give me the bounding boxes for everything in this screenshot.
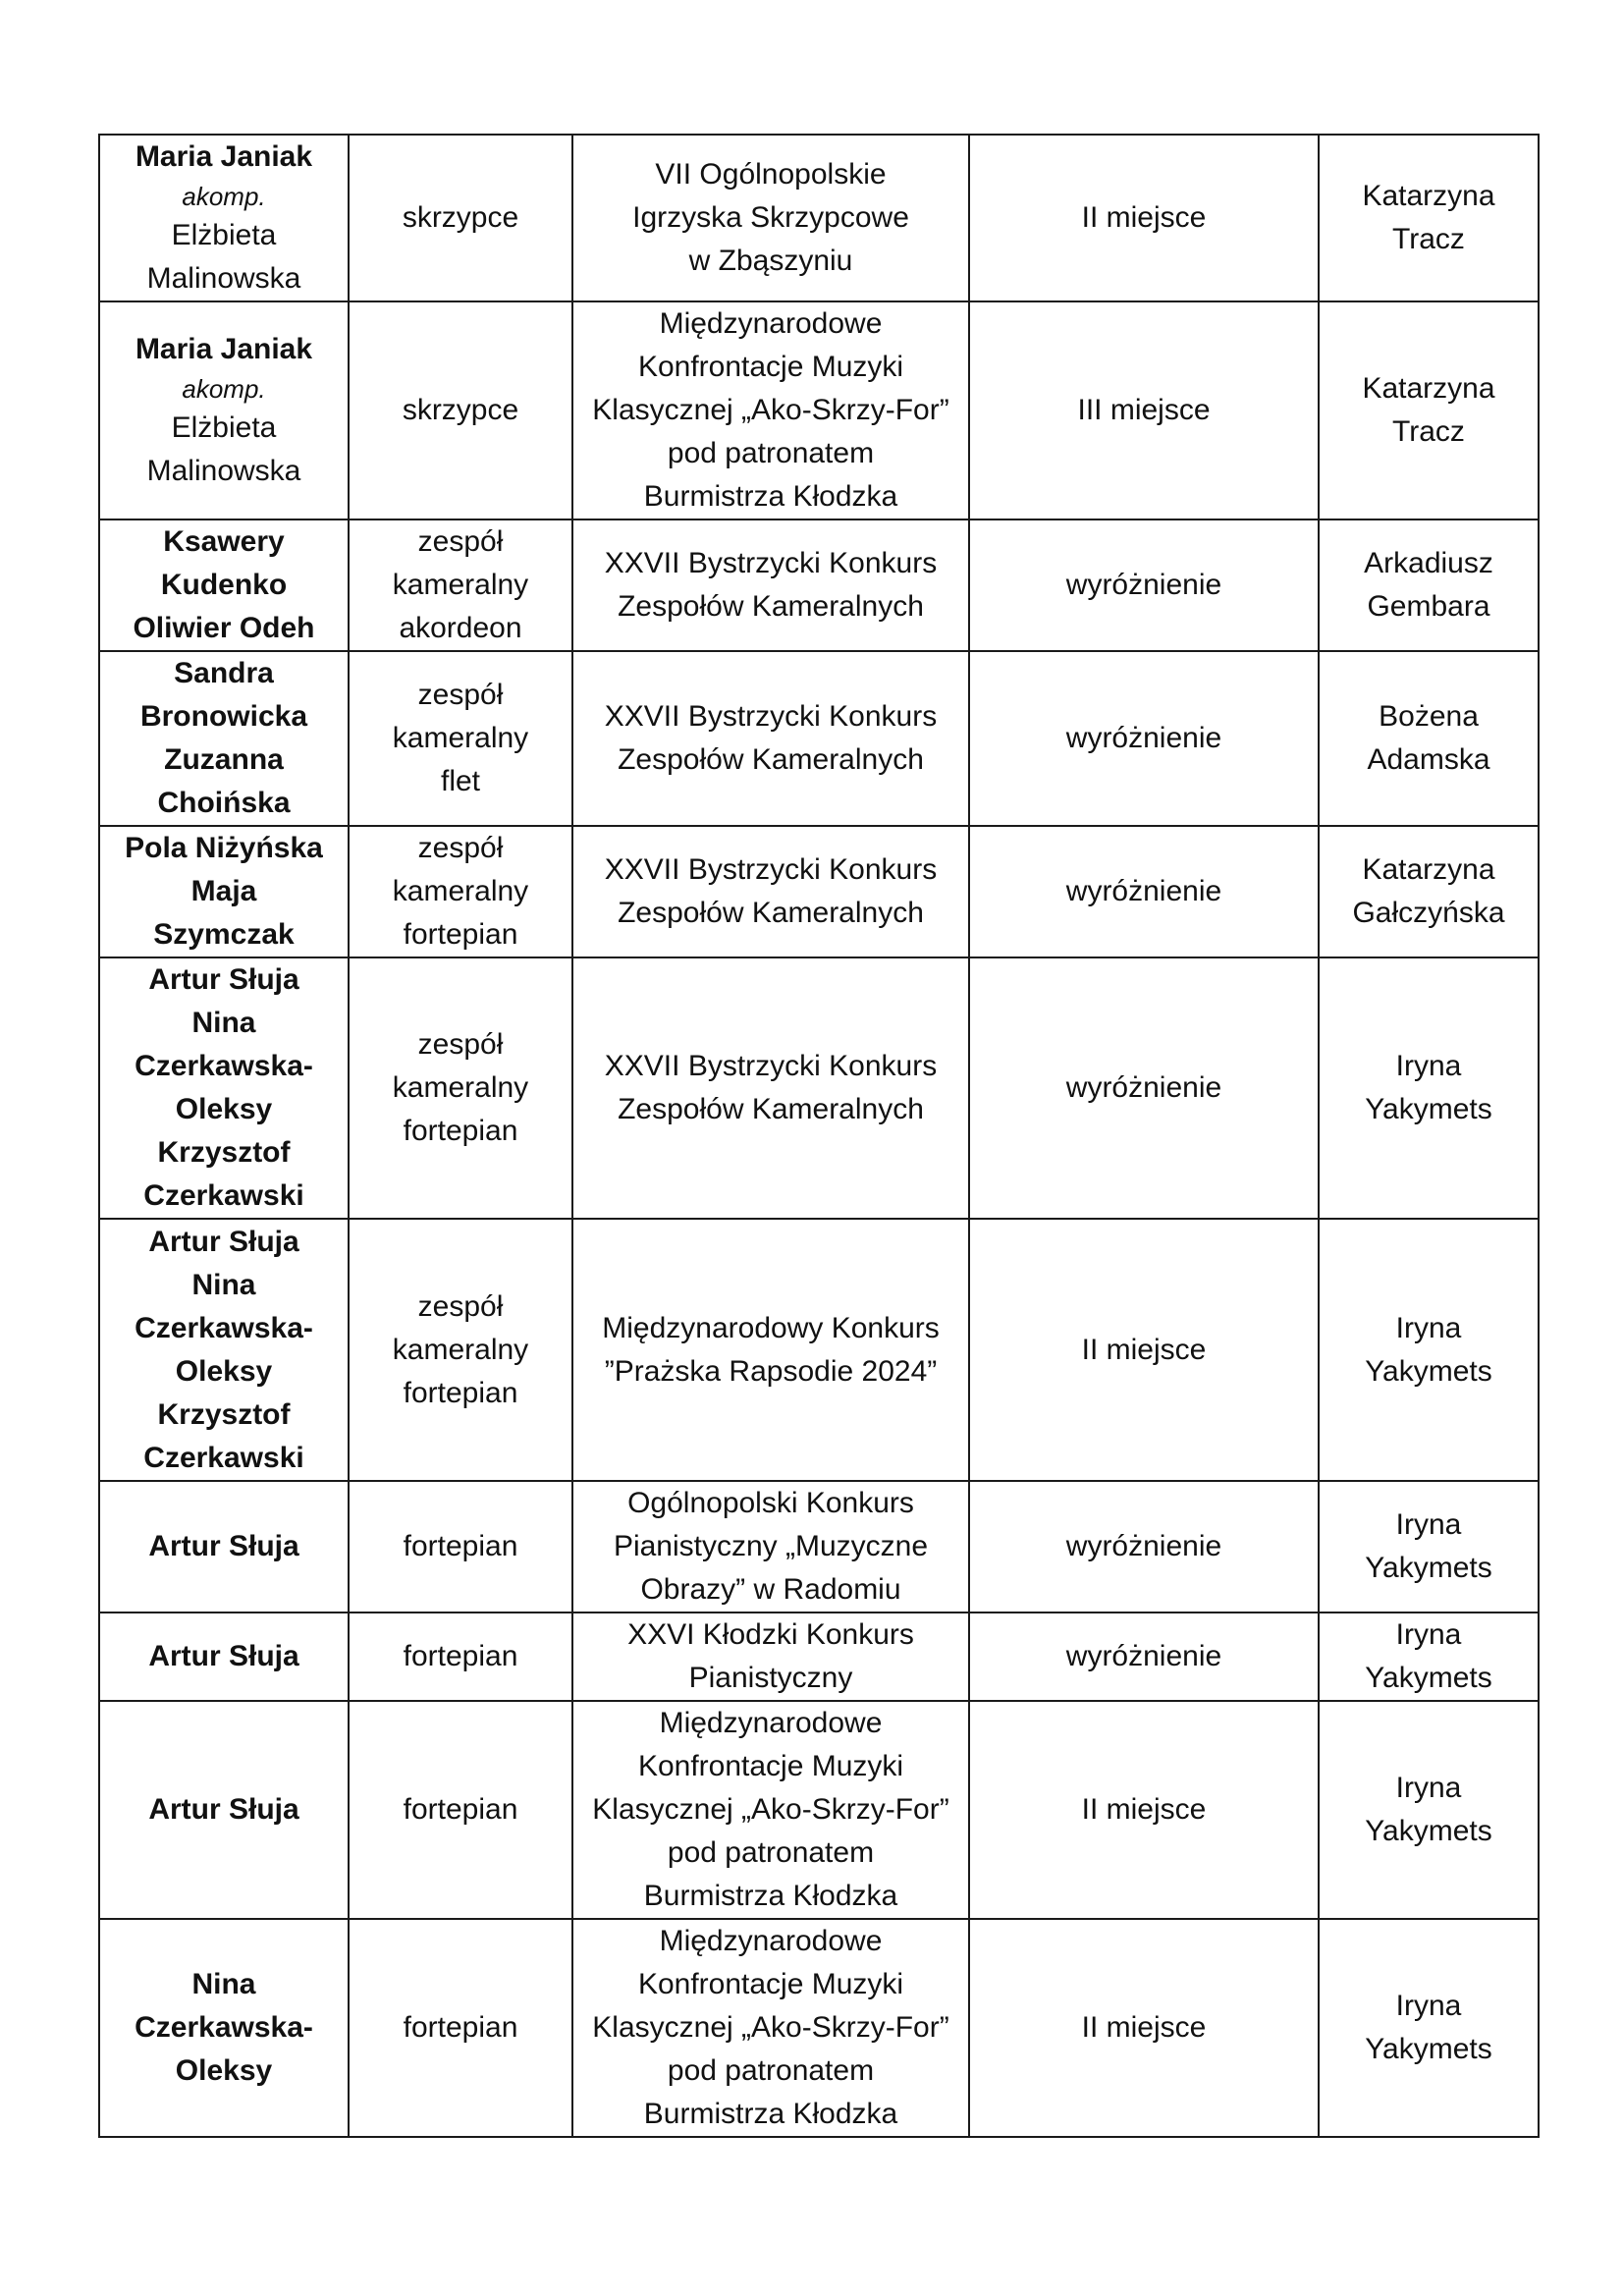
teacher-cell xyxy=(1319,826,1539,957)
participants-line: Artur Słuja xyxy=(148,1530,299,1562)
participants-line: Czerkawski xyxy=(143,1441,304,1474)
teacher-cell xyxy=(1319,1919,1539,2137)
result-cell: wyróżnienie xyxy=(969,651,1319,826)
instrument-line: fortepian xyxy=(403,918,518,951)
participants-line: Nina xyxy=(191,1268,256,1301)
teacher-cell xyxy=(1319,1481,1539,1613)
teacher-cell xyxy=(1319,957,1539,1219)
competition-cell xyxy=(572,1701,969,1919)
result-cell: wyróżnienie xyxy=(969,826,1319,957)
teacher-line: Katarzyna xyxy=(1362,853,1495,886)
accompanists-line: Malinowska xyxy=(146,455,301,487)
participants-line: Zuzanna xyxy=(164,743,284,776)
teacher-cell xyxy=(1319,519,1539,651)
competition-cell xyxy=(572,1481,969,1613)
result-cell: II miejsce xyxy=(969,135,1319,301)
teacher-cell xyxy=(1319,651,1539,826)
table-row xyxy=(99,957,1539,1219)
teacher-line: Iryna xyxy=(1395,1618,1462,1651)
competition-cell xyxy=(572,826,969,957)
participant-cell xyxy=(99,957,349,1219)
participant-cell xyxy=(99,1701,349,1919)
teacher-line: Iryna xyxy=(1395,1050,1462,1082)
competition-line: Zespołów Kameralnych xyxy=(618,743,924,776)
competition-line: Pianistyczny xyxy=(688,1662,853,1694)
participants-line: Bronowicka xyxy=(139,700,308,733)
instrument-line: flet xyxy=(440,765,481,797)
table-row xyxy=(99,651,1539,826)
participants-line: Kudenko xyxy=(160,569,288,601)
competition-cell xyxy=(572,651,969,826)
participants-line: Maria Janiak xyxy=(135,140,313,173)
competition-line: Międzynarodowe xyxy=(659,1925,883,1957)
instrument-line: zespół xyxy=(417,1289,504,1323)
instrument-line: zespół xyxy=(417,679,504,711)
participants-line: Maja xyxy=(190,875,257,907)
participants-line: Czerkawska- xyxy=(135,2011,313,2044)
table-row xyxy=(99,135,1539,301)
instrument-cell xyxy=(349,1481,572,1613)
teacher-line: Iryna xyxy=(1395,1508,1462,1541)
teacher-line: Iryna xyxy=(1395,1990,1462,2022)
competition-line: XXVII Bystrzycki Konkurs xyxy=(604,1050,938,1082)
teacher-line: Arkadiusz xyxy=(1364,547,1493,579)
teacher-line: Katarzyna xyxy=(1362,180,1495,212)
competition-line: ”Prażska Rapsodie 2024” xyxy=(604,1354,938,1388)
participants-line: Szymczak xyxy=(153,918,295,951)
teacher-line: Tracz xyxy=(1392,415,1465,448)
instrument-line: kameralny xyxy=(392,569,529,601)
competition-line: Burmistrza Kłodzka xyxy=(643,1880,898,1912)
competition-line: XXVII Bystrzycki Konkurs xyxy=(604,547,938,579)
participants-line: Nina xyxy=(191,1007,256,1039)
table-row xyxy=(99,1613,1539,1701)
result-cell: III miejsce xyxy=(969,301,1319,519)
competition-cell xyxy=(572,1919,969,2137)
participants-line: Pola Niżyńska xyxy=(125,832,323,864)
teacher-cell xyxy=(1319,1701,1539,1919)
table-row xyxy=(99,1481,1539,1613)
results-table-body xyxy=(99,135,1539,2137)
competition-line: pod patronatem xyxy=(667,1836,875,1869)
instrument-line: fortepian xyxy=(403,1115,518,1147)
instrument-cell xyxy=(349,651,572,826)
competition-line: Pianistyczny „Muzyczne xyxy=(613,1530,929,1562)
instrument-cell xyxy=(349,826,572,957)
participant-cell xyxy=(99,826,349,957)
instrument-line: zespół xyxy=(417,1028,504,1061)
participant-cell xyxy=(99,301,349,519)
competition-line: VII Ogólnopolskie xyxy=(655,158,887,191)
instrument-line: fortepian xyxy=(403,1793,518,1826)
teacher-line: Yakymets xyxy=(1365,1093,1492,1125)
instrument-cell xyxy=(349,519,572,651)
instrument-line: zespół xyxy=(417,832,504,864)
teacher-line: Yakymets xyxy=(1365,1552,1492,1584)
competition-line: Konfrontacje Muzyki xyxy=(637,351,904,383)
participants-line: Artur Słuja xyxy=(148,1640,299,1672)
participants-line: Nina xyxy=(191,1968,256,2000)
teacher-line: Iryna xyxy=(1395,1772,1462,1804)
accompaniment-label: akomp. xyxy=(182,182,266,211)
teacher-line: Adamska xyxy=(1367,743,1490,776)
competition-line: w Zbąszyniu xyxy=(688,245,853,277)
participant-cell xyxy=(99,1613,349,1701)
participants-line: Czerkawska- xyxy=(135,1311,313,1344)
competition-line: Zespołów Kameralnych xyxy=(618,897,924,929)
competition-line: Międzynarodowy Konkurs xyxy=(602,1311,940,1344)
participants-line: Oleksy xyxy=(175,1093,273,1125)
instrument-cell xyxy=(349,1219,572,1481)
participants-line: Choińska xyxy=(157,787,291,819)
teacher-cell xyxy=(1319,1613,1539,1701)
table-row xyxy=(99,1919,1539,2137)
participant-cell xyxy=(99,651,349,826)
competition-cell xyxy=(572,519,969,651)
instrument-cell xyxy=(349,301,572,519)
instrument-line: skrzypce xyxy=(402,394,519,426)
competition-line: Klasycznej „Ako-Skrzy-For” xyxy=(592,394,949,426)
teacher-cell xyxy=(1319,301,1539,519)
participants-line: Artur Słuja xyxy=(148,1225,299,1258)
table-row xyxy=(99,1219,1539,1481)
instrument-line: fortepian xyxy=(403,1640,518,1672)
result-cell: II miejsce xyxy=(969,1219,1319,1481)
participant-cell xyxy=(99,1481,349,1613)
competition-line: Burmistrza Kłodzka xyxy=(643,480,898,513)
competition-line: XXVII Bystrzycki Konkurs xyxy=(604,853,938,886)
results-table xyxy=(98,134,1540,2138)
participant-cell xyxy=(99,1219,349,1481)
competition-line: Burmistrza Kłodzka xyxy=(643,2098,898,2130)
instrument-line: fortepian xyxy=(403,1530,518,1562)
teacher-cell xyxy=(1319,1219,1539,1481)
participant-cell xyxy=(99,135,349,301)
participants-line: Czerkawski xyxy=(143,1179,304,1212)
competition-line: Klasycznej „Ako-Skrzy-For” xyxy=(592,2011,949,2044)
result-cell: wyróżnienie xyxy=(969,957,1319,1219)
teacher-line: Yakymets xyxy=(1365,1815,1492,1847)
instrument-line: kameralny xyxy=(392,1333,529,1366)
competition-line: pod patronatem xyxy=(667,437,875,469)
participants-line: Krzysztof xyxy=(157,1136,291,1169)
teacher-line: Yakymets xyxy=(1365,1662,1492,1694)
table-row xyxy=(99,301,1539,519)
competition-line: Klasycznej „Ako-Skrzy-For” xyxy=(592,1793,949,1826)
participants-line: Ksawery xyxy=(163,525,285,558)
competition-line: Międzynarodowe xyxy=(659,307,883,340)
accompanists-line: Elżbieta xyxy=(171,219,277,251)
table-row xyxy=(99,826,1539,957)
competition-line: Konfrontacje Muzyki xyxy=(637,1968,904,2000)
teacher-line: Katarzyna xyxy=(1362,372,1495,405)
result-cell: wyróżnienie xyxy=(969,519,1319,651)
participants-line: Artur Słuja xyxy=(148,963,299,996)
competition-line: Obrazy” w Radomiu xyxy=(640,1573,901,1606)
instrument-line: fortepian xyxy=(403,2011,518,2044)
result-cell: wyróżnienie xyxy=(969,1613,1319,1701)
participants-line: Maria Janiak xyxy=(135,333,313,365)
competition-line: Igrzyska Skrzypcowe xyxy=(632,201,909,234)
competition-cell xyxy=(572,135,969,301)
result-cell: wyróżnienie xyxy=(969,1481,1319,1613)
accompanists-line: Elżbieta xyxy=(171,411,277,444)
instrument-cell xyxy=(349,1919,572,2137)
competition-line: Ogólnopolski Konkurs xyxy=(627,1487,914,1519)
participants-line: Sandra xyxy=(174,657,274,689)
teacher-line: Bożena xyxy=(1379,700,1479,733)
instrument-line: akordeon xyxy=(399,612,522,644)
competition-cell xyxy=(572,957,969,1219)
participants-line: Krzysztof xyxy=(157,1397,291,1431)
competition-line: Konfrontacje Muzyki xyxy=(637,1750,904,1782)
competition-line: Zespołów Kameralnych xyxy=(618,590,924,623)
competition-line: XXVI Kłodzki Konkurs xyxy=(627,1618,914,1651)
instrument-line: kameralny xyxy=(392,875,529,907)
competition-line: Zespołów Kameralnych xyxy=(618,1093,924,1125)
result-cell: II miejsce xyxy=(969,1701,1319,1919)
instrument-line: kameralny xyxy=(392,1071,529,1104)
instrument-line: zespół xyxy=(417,525,504,558)
instrument-cell xyxy=(349,957,572,1219)
competition-cell xyxy=(572,301,969,519)
teacher-cell xyxy=(1319,135,1539,301)
table-row xyxy=(99,519,1539,651)
participant-cell xyxy=(99,1919,349,2137)
instrument-line: kameralny xyxy=(392,722,529,754)
participants-line: Artur Słuja xyxy=(148,1793,299,1826)
instrument-line: skrzypce xyxy=(402,201,519,234)
instrument-line: fortepian xyxy=(403,1376,518,1409)
teacher-line: Gałczyńska xyxy=(1352,897,1505,929)
result-cell: II miejsce xyxy=(969,1919,1319,2137)
participants-line: Oleksy xyxy=(175,2054,273,2087)
participants-line: Czerkawska- xyxy=(135,1050,313,1082)
accompaniment-label: akomp. xyxy=(182,374,266,404)
teacher-line: Tracz xyxy=(1392,223,1465,255)
competition-line: Międzynarodowe xyxy=(659,1707,883,1739)
teacher-line: Gembara xyxy=(1367,590,1490,623)
instrument-cell xyxy=(349,135,572,301)
participants-line: Oliwier Odeh xyxy=(133,612,315,644)
instrument-cell xyxy=(349,1613,572,1701)
competition-line: XXVII Bystrzycki Konkurs xyxy=(604,700,938,733)
accompanists-line: Malinowska xyxy=(146,262,301,295)
participant-cell xyxy=(99,519,349,651)
table-row xyxy=(99,1701,1539,1919)
competition-cell xyxy=(572,1219,969,1481)
teacher-line: Yakymets xyxy=(1365,2033,1492,2065)
instrument-cell xyxy=(349,1701,572,1919)
teacher-line: Yakymets xyxy=(1365,1354,1492,1388)
teacher-line: Iryna xyxy=(1395,1311,1462,1344)
participants-line: Oleksy xyxy=(175,1354,273,1388)
competition-line: pod patronatem xyxy=(667,2054,875,2087)
competition-cell xyxy=(572,1613,969,1701)
